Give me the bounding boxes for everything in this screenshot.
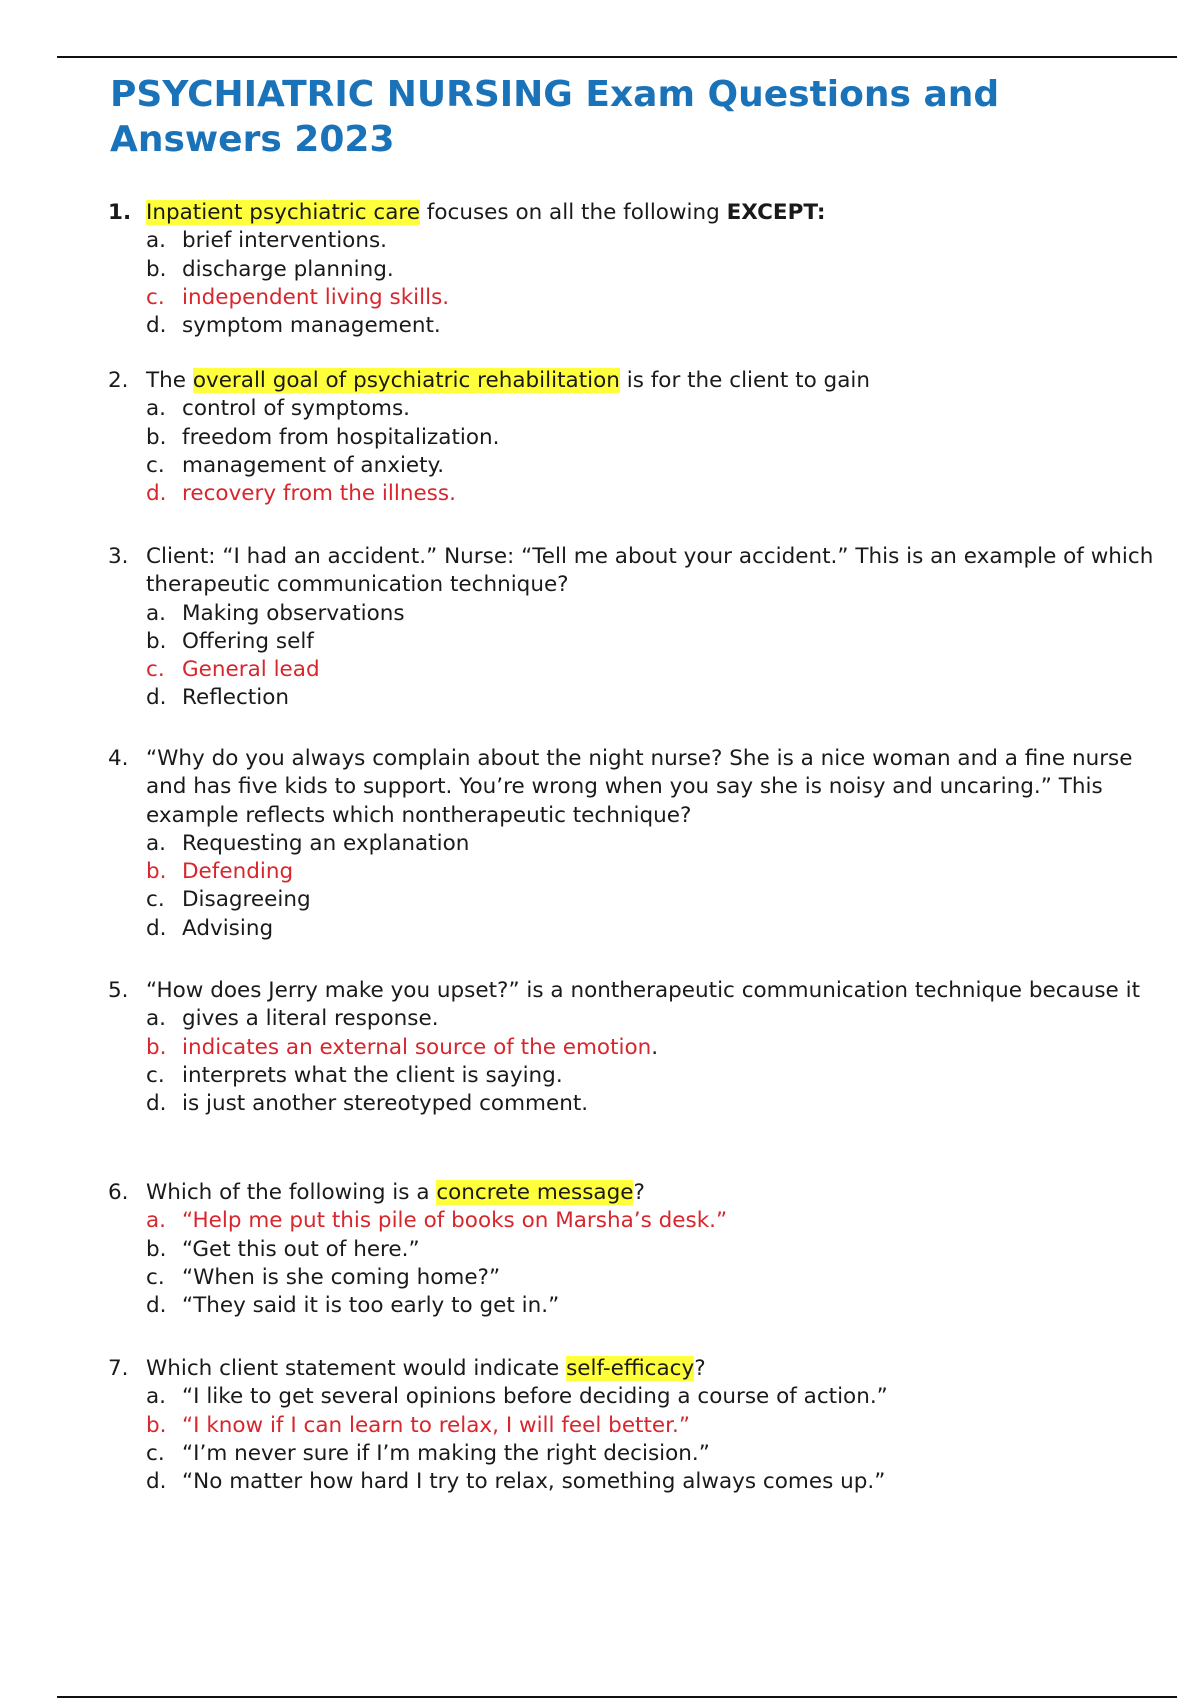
option-label: Defending <box>182 859 294 885</box>
answer-option <box>146 1236 1168 1264</box>
question-number: 3. <box>108 544 129 569</box>
option-text <box>182 395 410 423</box>
option-letter: d. <box>146 313 167 339</box>
question-stem <box>146 745 1168 830</box>
question-stem <box>146 1179 1168 1207</box>
document-title: PSYCHIATRIC NURSING Exam Questions and Answers 2023 <box>110 74 1000 160</box>
answer-option <box>146 684 1168 712</box>
option-label: “I like to get several opinions before deciding a course of action.” <box>182 1384 888 1410</box>
option-letter: a. <box>146 830 167 856</box>
correct-answer-option <box>146 284 1168 312</box>
correct-answer-option <box>146 1034 1168 1062</box>
option-text <box>182 284 449 312</box>
option-letter: b. <box>146 859 167 885</box>
option-letter: c. <box>146 1440 165 1466</box>
answer-options <box>108 1207 1168 1320</box>
option-label: “Get this out of here.” <box>182 1236 420 1262</box>
option-letter: b. <box>146 1412 167 1438</box>
option-text <box>182 1383 888 1411</box>
question-stem <box>146 367 1168 395</box>
option-text <box>182 1090 588 1118</box>
option-text <box>182 600 405 628</box>
option-text <box>182 684 289 712</box>
correct-answer-option <box>146 858 1168 886</box>
answer-options <box>108 600 1168 713</box>
option-letter: a. <box>146 228 167 254</box>
answer-option <box>146 915 1168 943</box>
option-label: brief interventions. <box>182 228 387 254</box>
option-letter: d. <box>146 1469 167 1495</box>
option-text <box>182 1468 885 1496</box>
answer-option <box>146 312 1168 340</box>
option-label: Offering self <box>182 628 314 654</box>
top-rule <box>57 56 1177 58</box>
question-number: 6. <box>108 1180 129 1205</box>
question-number: 7. <box>108 1356 129 1381</box>
option-label: interprets what the client is saying. <box>182 1062 563 1088</box>
question-4 <box>108 745 1168 943</box>
answer-option <box>146 1090 1168 1118</box>
option-text <box>182 858 293 886</box>
option-label: indicates an external source of the emotion <box>182 1034 652 1060</box>
option-text <box>182 480 456 508</box>
question-stem <box>146 977 1168 1005</box>
option-letter: a. <box>146 396 167 422</box>
correct-answer-option <box>146 1207 1168 1235</box>
stem-text: Which of the following is a <box>146 1180 437 1205</box>
question-5 <box>108 977 1168 1118</box>
option-letter: c. <box>146 1264 165 1290</box>
highlighted-term: Inpatient psychiatric care <box>146 200 420 225</box>
option-letter: a. <box>146 1208 167 1234</box>
option-label: “Help me put this pile of books on Marsha’s desk.” <box>182 1208 728 1234</box>
option-text <box>182 656 320 684</box>
option-label: independent living skills. <box>182 284 450 310</box>
option-text <box>182 1207 727 1235</box>
answer-options <box>108 1383 1168 1496</box>
stem-text: “Why do you always complain about the night nurse? She is a nice woman and a fine nurse and has five kids to support. You’re wrong when you say she is noisy and uncaring.” This example reflects which nontherapeutic technique? <box>146 746 1133 828</box>
stem-text: “How does Jerry make you upset?” is a nontherapeutic communication technique because it <box>146 978 1141 1003</box>
option-label: recovery from the illness. <box>182 481 456 507</box>
answer-options <box>108 227 1168 340</box>
option-letter: d. <box>146 481 167 507</box>
option-letter: c. <box>146 452 165 478</box>
option-label: Advising <box>182 915 274 941</box>
answer-option <box>146 830 1168 858</box>
answer-option <box>146 1292 1168 1320</box>
answer-option <box>146 424 1168 452</box>
option-text <box>182 1034 658 1062</box>
answer-option <box>146 256 1168 284</box>
option-label: “I’m never sure if I’m making the right decision.” <box>182 1440 710 1466</box>
question-number: 5. <box>108 978 129 1003</box>
option-letter: a. <box>146 600 167 626</box>
option-text <box>182 1264 500 1292</box>
option-label: Requesting an explanation <box>182 830 470 856</box>
option-letter: c. <box>146 284 165 310</box>
option-label: Making observations <box>182 600 405 626</box>
option-label: “I know if I can learn to relax, I will feel better.” <box>182 1412 690 1438</box>
stem-text: Which client statement would indicate <box>146 1356 567 1381</box>
highlighted-term: overall goal of psychiatric rehabilitation <box>192 368 620 393</box>
option-text <box>182 227 387 255</box>
option-label: General lead <box>182 657 320 683</box>
option-letter: d. <box>146 1293 167 1319</box>
option-letter: c. <box>146 657 165 683</box>
bottom-rule <box>57 1696 1177 1698</box>
option-label: management of anxiety. <box>182 452 445 478</box>
option-letter: b. <box>146 424 167 450</box>
question-stem <box>146 199 1168 227</box>
option-label: is just another stereotyped comment. <box>182 1091 589 1117</box>
stem-text: focuses on all the following <box>419 200 727 225</box>
stem-text: ? <box>633 1180 645 1205</box>
answer-option <box>146 1440 1168 1468</box>
answer-option <box>146 1468 1168 1496</box>
question-stem <box>146 543 1168 600</box>
highlighted-term: concrete message <box>436 1180 634 1205</box>
answer-options <box>108 830 1168 943</box>
question-6 <box>108 1179 1168 1320</box>
option-text <box>182 452 444 480</box>
answer-options <box>108 395 1168 508</box>
stem-text: Client: “I had an accident.” Nurse: “Tell me about your accident.” This is an example of which therapeutic communication technique? <box>146 544 1154 598</box>
answer-option <box>146 886 1168 914</box>
option-text <box>182 915 273 943</box>
option-text <box>182 1440 710 1468</box>
option-text <box>182 1412 690 1440</box>
question-number: 4. <box>108 746 129 771</box>
option-label: “No matter how hard I try to relax, something always comes up.” <box>182 1469 886 1495</box>
answer-option <box>146 395 1168 423</box>
answer-option <box>146 1383 1168 1411</box>
option-text <box>182 830 469 858</box>
question-stem <box>146 1355 1168 1383</box>
option-letter: c. <box>146 887 165 913</box>
option-letter: b. <box>146 628 167 654</box>
correct-answer-option <box>146 480 1168 508</box>
answer-option <box>146 1264 1168 1292</box>
option-letter: b. <box>146 1236 167 1262</box>
answer-option <box>146 227 1168 255</box>
option-label: discharge planning. <box>182 256 394 282</box>
option-text <box>182 628 314 656</box>
question-7 <box>108 1355 1168 1496</box>
option-letter: a. <box>146 1384 167 1410</box>
option-letter: c. <box>146 1062 165 1088</box>
stem-text: The <box>146 368 193 393</box>
answer-option <box>146 1062 1168 1090</box>
option-label: Disagreeing <box>182 887 311 913</box>
option-text <box>182 886 311 914</box>
option-text <box>182 1236 420 1264</box>
option-label: “They said it is too early to get in.” <box>182 1293 560 1319</box>
option-text <box>182 1062 563 1090</box>
option-text <box>182 424 499 452</box>
stem-text: ? <box>694 1356 706 1381</box>
stem-text: is for the client to gain <box>619 368 870 393</box>
option-text <box>182 256 394 284</box>
option-letter: d. <box>146 685 167 711</box>
option-letter: b. <box>146 256 167 282</box>
option-letter: d. <box>146 915 167 941</box>
option-label: gives a literal response. <box>182 1006 439 1032</box>
question-3 <box>108 543 1168 713</box>
option-letter: a. <box>146 1006 167 1032</box>
answer-option <box>146 600 1168 628</box>
option-text <box>182 1292 559 1320</box>
stem-text: EXCEPT: <box>726 200 826 225</box>
option-text <box>182 312 441 340</box>
option-label: freedom from hospitalization. <box>182 424 500 450</box>
option-label: control of symptoms. <box>182 396 410 422</box>
answer-option <box>146 1005 1168 1033</box>
answer-option <box>146 452 1168 480</box>
question-2 <box>108 367 1168 508</box>
option-label: symptom management. <box>182 313 441 339</box>
option-letter: b. <box>146 1034 167 1060</box>
question-1 <box>108 199 1168 340</box>
answer-option <box>146 628 1168 656</box>
correct-answer-option <box>146 1412 1168 1440</box>
option-label: Reflection <box>182 685 289 711</box>
correct-answer-option <box>146 656 1168 684</box>
option-letter: d. <box>146 1091 167 1117</box>
answer-options <box>108 1005 1168 1118</box>
question-number: 1. <box>108 200 132 225</box>
question-number: 2. <box>108 368 129 393</box>
option-text <box>182 1005 439 1033</box>
highlighted-term: self-efficacy <box>566 1356 695 1381</box>
option-label: “When is she coming home?” <box>182 1264 501 1290</box>
option-suffix: . <box>651 1034 659 1060</box>
